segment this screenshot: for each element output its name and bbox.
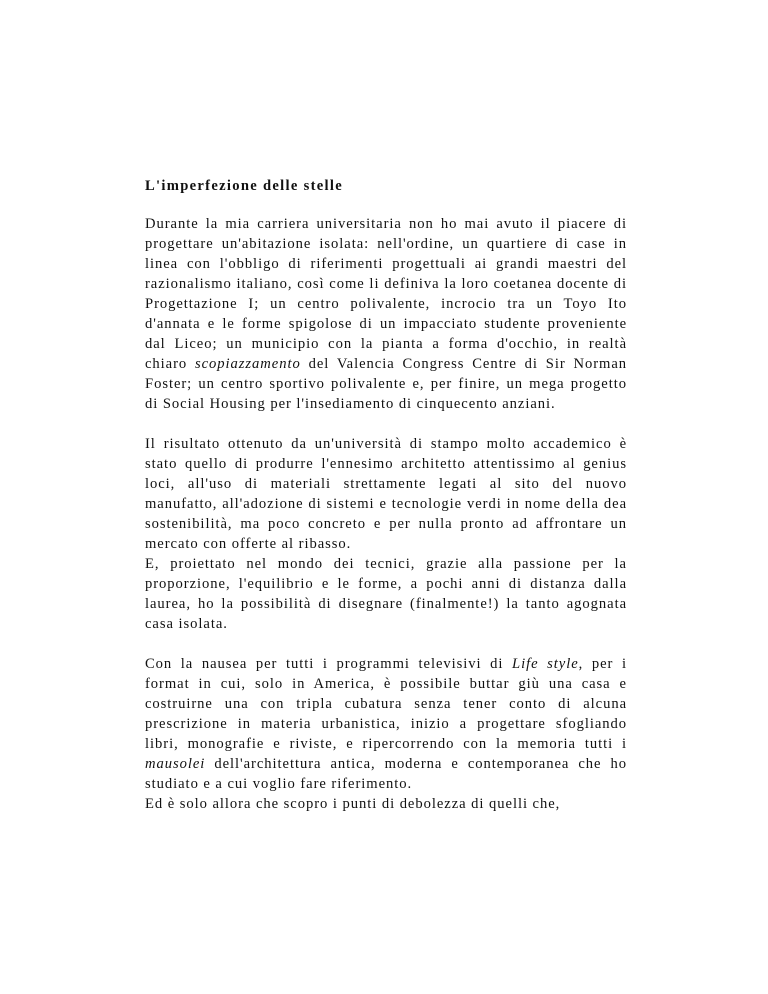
paragraph-1-italic-term: scopiazzamento [195,356,301,372]
paragraph-2-text-a: Il risultato ottenuto da un'università di stampo molto accademico è stato quello di produrre l'ennesimo architetto attentissimo al genius loci, all'uso di materiali strettamente legati al sito del nuovo manufatto, all'adozione di sistemi e tecnologie verdi in nome della dea sostenibilità, ma poco concreto e per nulla pronto ad affrontare un mercato con offerte al ribasso. [145,436,627,552]
document-title: L'imperfezione delle stelle [145,178,344,194]
paragraph-3-text-a: Con la nausea per tutti i programmi televisivi di [145,656,513,672]
paragraph-3-continued [145,794,627,814]
paragraph-3-text-d: Ed è solo allora che scopro i punti di debolezza di quelli che, [145,796,561,812]
paragraph-2-text-b: E, proiettato nel mondo dei tecnici, grazie alla passione per la proporzione, l'equilibrio e le forme, a pochi anni di distanza dalla laurea, ho la possibilità di disegnare (finalmente!) la tanto agognata casa isolata. [145,556,627,632]
paragraph-1-text-a: Durante la mia carriera universitaria non ho mai avuto il piacere di progettare un'abitazione isolata: nell'ordine, un quartiere di case in linea con l'obbligo di riferimenti progettuali ai grandi maestri del razionalismo italiano, così come li definiva la loro coetanea docente di Progettazione I; un centro polivalente, incrocio tra un Toyo Ito d'annata e le forme spigolose di un impacciato studente proveniente dal Liceo; un municipio con la pianta a forma d'occhio, in realtà chiaro [145,216,627,372]
paragraph-1 [145,214,627,414]
paragraph-1-text-b: del Valencia Congress Centre di Sir Norman Foster; un centro sportivo polivalente e, per finire, un mega progetto di Social Housing per l'insediamento di cinquecento anziani. [145,356,627,412]
paragraph-3-italic-mausolei: mausolei [145,756,206,772]
paragraph-3-italic-life-style: Life style [512,656,579,672]
paragraph-3-text-b: , per i format in cui, solo in America, è possibile buttar giù una casa e costruirne una con tripla cubatura senza tener conto di alcuna prescrizione in materia urbanistica, inizio a progettare sfogliando libri, monografie e riviste, e ripercorrendo con la memoria tutti i [145,656,627,752]
paragraph-3 [145,654,627,794]
paragraph-2 [145,434,627,554]
document-page [145,176,627,814]
paragraph-2-continued [145,554,627,634]
paragraph-3-text-c: dell'architettura antica, moderna e contemporanea che ho studiato e a cui voglio fare riferimento. [145,756,627,792]
